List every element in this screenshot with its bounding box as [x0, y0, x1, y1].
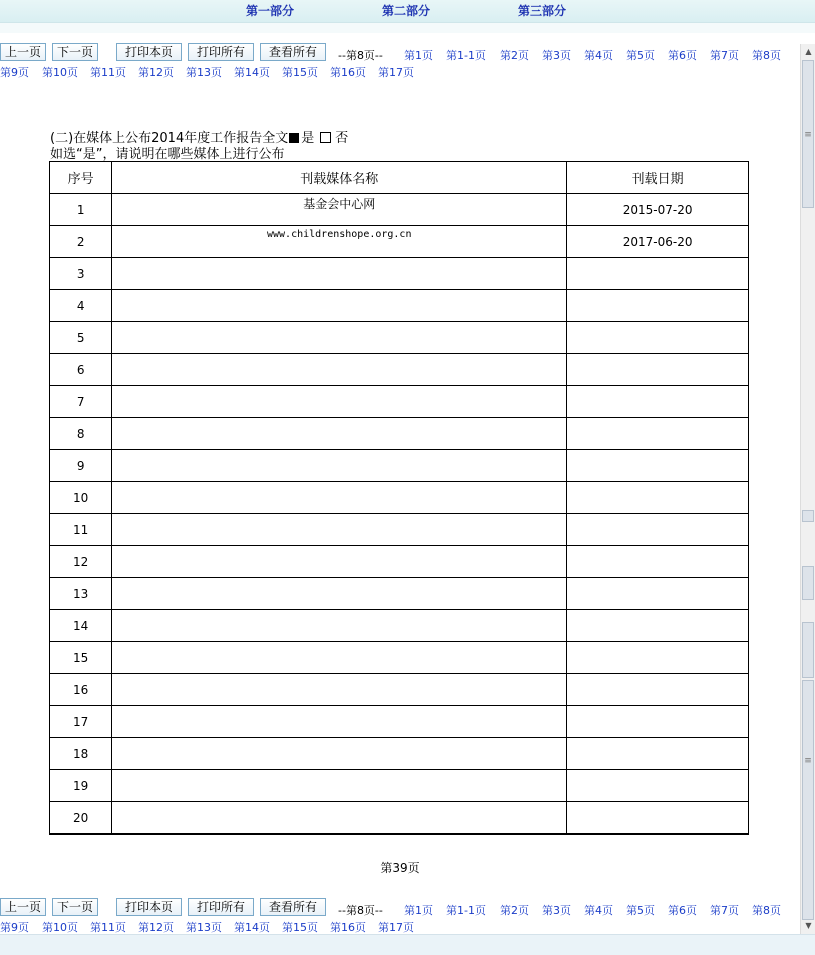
page-link[interactable]: 第11页 — [90, 921, 126, 933]
tab-part-3[interactable]: 第三部分 — [518, 4, 567, 18]
publish-date — [567, 770, 749, 802]
scroll-segment[interactable] — [802, 622, 814, 678]
media-name-cell — [112, 706, 567, 738]
row-number: 4 — [50, 290, 112, 322]
vertical-scrollbar[interactable] — [800, 44, 815, 934]
page-link[interactable]: 第15页 — [282, 66, 318, 79]
page-link[interactable]: 第5页 — [626, 904, 655, 917]
top-nav-bar — [0, 0, 815, 23]
media-name-cell — [112, 482, 567, 514]
media-name-cell — [112, 546, 567, 578]
tab-part-2[interactable]: 第二部分 — [382, 4, 431, 18]
page-link[interactable]: 第17页 — [378, 921, 414, 933]
current-page-indicator: --第8页-- — [338, 904, 383, 917]
publish-date — [567, 258, 749, 290]
row-number: 3 — [50, 258, 112, 290]
page-link[interactable]: 第7页 — [710, 49, 739, 62]
scroll-thumb[interactable]: ≡ — [802, 60, 814, 208]
publish-date — [567, 450, 749, 482]
page-link[interactable]: 第1-1页 — [446, 904, 486, 917]
table-row — [50, 578, 749, 610]
media-instruction: 如选“是”，请说明在哪些媒体上进行公布 — [50, 147, 285, 162]
media-name-cell — [112, 194, 567, 226]
table-row — [50, 674, 749, 706]
media-name-cell — [112, 354, 567, 386]
publish-date: 2015-07-20 — [567, 194, 749, 226]
page-link[interactable]: 第2页 — [500, 904, 529, 917]
page-link[interactable]: 第11页 — [90, 66, 126, 79]
media-name: 基金会中心网 — [303, 197, 376, 211]
print-all-button[interactable]: 打印所有 — [188, 898, 254, 916]
top-band — [0, 23, 815, 33]
table-row — [50, 642, 749, 674]
next-page-button[interactable]: 下一页 — [52, 43, 98, 61]
table-row — [50, 770, 749, 802]
page-number-footer: 第39页 — [380, 861, 420, 875]
page-link[interactable]: 第6页 — [668, 49, 697, 62]
media-name-cell — [112, 386, 567, 418]
row-number: 15 — [50, 642, 112, 674]
media-name: www.childrenshope.org.cn — [266, 229, 412, 240]
media-name-cell — [112, 738, 567, 770]
header-no: 序号 — [50, 162, 112, 194]
publish-date — [567, 290, 749, 322]
table-row — [50, 706, 749, 738]
checkbox-checked-icon — [289, 133, 299, 143]
page-link[interactable]: 第15页 — [282, 921, 318, 933]
row-number: 18 — [50, 738, 112, 770]
publish-date — [567, 546, 749, 578]
page-link[interactable]: 第16页 — [330, 921, 366, 933]
table-row — [50, 418, 749, 450]
table-row — [50, 450, 749, 482]
page-link[interactable]: 第9页 — [0, 921, 29, 933]
page-link[interactable]: 第5页 — [626, 49, 655, 62]
table-row — [50, 194, 749, 226]
prev-page-button[interactable]: 上一页 — [0, 43, 46, 61]
row-number: 13 — [50, 578, 112, 610]
page-link[interactable]: 第1页 — [404, 49, 433, 62]
page-link[interactable]: 第8页 — [752, 904, 781, 917]
media-table — [49, 161, 749, 835]
row-number: 14 — [50, 610, 112, 642]
table-row — [50, 514, 749, 546]
page-link[interactable]: 第3页 — [542, 904, 571, 917]
table-row — [50, 290, 749, 322]
page-link[interactable]: 第17页 — [378, 66, 414, 79]
row-number: 7 — [50, 386, 112, 418]
prev-page-button[interactable]: 上一页 — [0, 898, 46, 916]
page-link[interactable]: 第14页 — [234, 921, 270, 933]
print-all-button[interactable]: 打印所有 — [188, 43, 254, 61]
row-number: 12 — [50, 546, 112, 578]
page-link[interactable]: 第13页 — [186, 921, 222, 933]
page-link[interactable]: 第12页 — [138, 921, 174, 933]
table-header-row — [50, 162, 749, 194]
header-date: 刊载日期 — [567, 162, 749, 194]
document-page — [0, 33, 800, 933]
page-link[interactable]: 第1页 — [404, 904, 433, 917]
publish-date — [567, 674, 749, 706]
publish-date — [567, 482, 749, 514]
print-page-button[interactable]: 打印本页 — [116, 43, 182, 61]
page-link[interactable]: 第4页 — [584, 49, 613, 62]
row-number: 5 — [50, 322, 112, 354]
table-row — [50, 802, 749, 835]
current-page-indicator: --第8页-- — [338, 49, 383, 62]
document-viewport — [0, 33, 800, 933]
publish-date — [567, 418, 749, 450]
publish-date — [567, 514, 749, 546]
option-yes-label: 是 — [301, 131, 315, 146]
publish-date — [567, 354, 749, 386]
media-name-cell — [112, 322, 567, 354]
page-link[interactable]: 第1-1页 — [446, 49, 486, 62]
checkbox-empty-icon — [320, 132, 331, 143]
page-link[interactable]: 第12页 — [138, 66, 174, 79]
publish-date — [567, 642, 749, 674]
media-name-cell — [112, 290, 567, 322]
print-page-button[interactable]: 打印本页 — [116, 898, 182, 916]
scroll-up-icon[interactable]: ▲ — [805, 47, 812, 56]
row-number: 8 — [50, 418, 112, 450]
publish-date — [567, 738, 749, 770]
view-all-button[interactable]: 查看所有 — [260, 898, 326, 916]
page-link[interactable]: 第16页 — [330, 66, 366, 79]
media-name-cell — [112, 450, 567, 482]
view-all-button[interactable]: 查看所有 — [260, 43, 326, 61]
media-name-cell — [112, 418, 567, 450]
pagination-bottom — [0, 898, 800, 933]
page-link[interactable]: 第10页 — [42, 66, 78, 79]
row-number: 2 — [50, 226, 112, 258]
scroll-down-icon[interactable]: ▼ — [805, 921, 812, 930]
row-number: 16 — [50, 674, 112, 706]
question-text: (二)在媒体上公布2014年度工作报告全文 — [50, 131, 289, 146]
page-link[interactable]: 第3页 — [542, 49, 571, 62]
page-link[interactable]: 第13页 — [186, 66, 222, 79]
page-link[interactable]: 第2页 — [500, 49, 529, 62]
scroll-segment[interactable] — [802, 510, 814, 522]
table-row — [50, 322, 749, 354]
row-number: 10 — [50, 482, 112, 514]
next-page-button[interactable]: 下一页 — [52, 898, 98, 916]
page-link[interactable]: 第7页 — [710, 904, 739, 917]
page-link[interactable]: 第9页 — [0, 66, 29, 79]
publish-date: 2017-06-20 — [567, 226, 749, 258]
media-name-cell — [112, 514, 567, 546]
row-number: 11 — [50, 514, 112, 546]
tab-part-1[interactable]: 第一部分 — [246, 4, 295, 18]
table-row — [50, 386, 749, 418]
header-media-name: 刊载媒体名称 — [112, 162, 567, 194]
page-link[interactable]: 第4页 — [584, 904, 613, 917]
bottom-status-bar — [0, 934, 815, 955]
table-row — [50, 226, 749, 258]
publish-date — [567, 578, 749, 610]
publish-date — [567, 610, 749, 642]
row-number: 20 — [50, 802, 112, 835]
row-number: 6 — [50, 354, 112, 386]
page-link[interactable]: 第10页 — [42, 921, 78, 933]
row-number: 19 — [50, 770, 112, 802]
media-name-cell — [112, 258, 567, 290]
table-row — [50, 258, 749, 290]
media-name-cell — [112, 802, 567, 835]
table-row — [50, 482, 749, 514]
page-link[interactable]: 第14页 — [234, 66, 270, 79]
publish-date — [567, 322, 749, 354]
media-name-cell — [112, 674, 567, 706]
row-number: 17 — [50, 706, 112, 738]
table-row — [50, 354, 749, 386]
page-link[interactable]: 第8页 — [752, 49, 781, 62]
scroll-segment[interactable] — [802, 566, 814, 600]
table-row — [50, 610, 749, 642]
media-name-cell — [112, 770, 567, 802]
publish-date — [567, 802, 749, 835]
table-row — [50, 738, 749, 770]
publish-date — [567, 386, 749, 418]
row-number: 9 — [50, 450, 112, 482]
option-no-label: 否 — [335, 131, 349, 146]
media-name-cell — [112, 610, 567, 642]
media-name-cell — [112, 226, 567, 258]
media-name-cell — [112, 642, 567, 674]
scroll-segment[interactable]: ≡ — [802, 680, 814, 920]
media-name-cell — [112, 578, 567, 610]
page-link[interactable]: 第6页 — [668, 904, 697, 917]
publish-date — [567, 706, 749, 738]
row-number: 1 — [50, 194, 112, 226]
table-row — [50, 546, 749, 578]
